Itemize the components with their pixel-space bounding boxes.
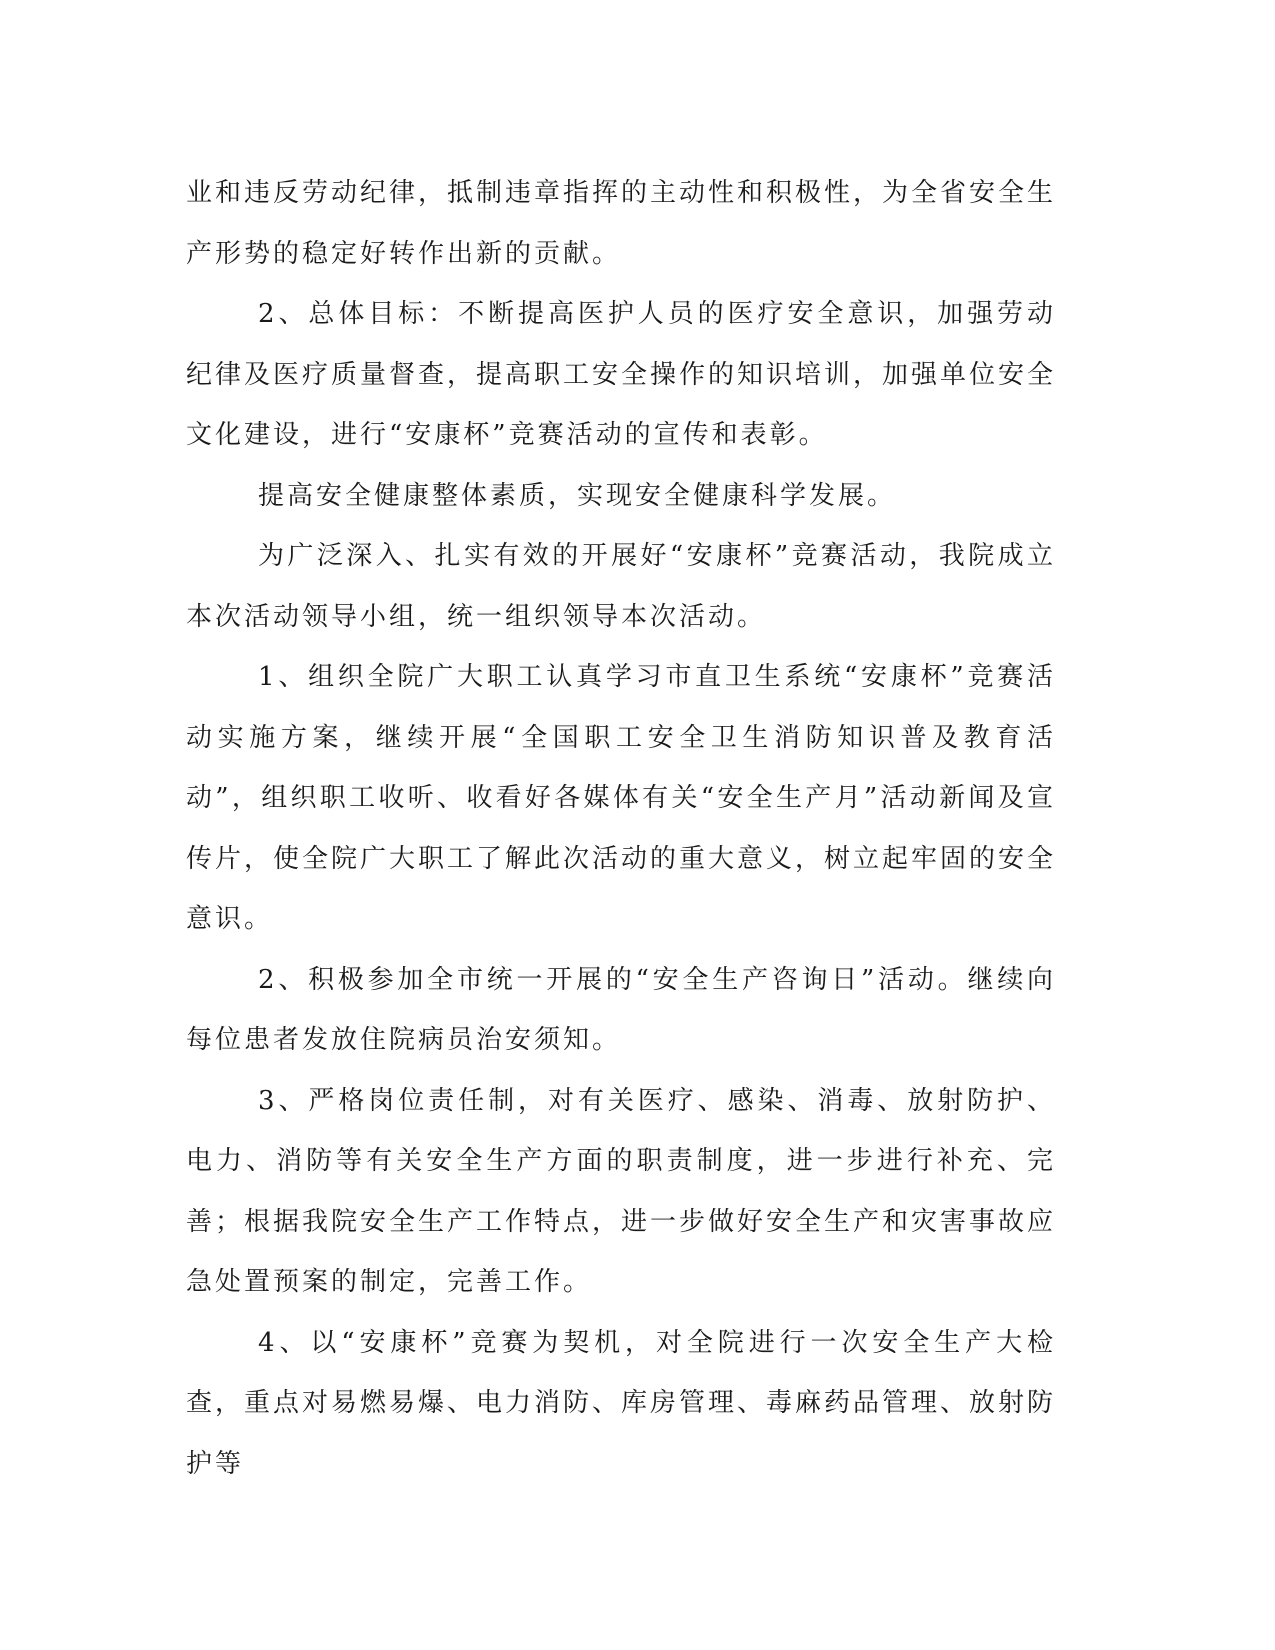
paragraph-item-3: 3、严格岗位责任制，对有关医疗、感染、消毒、放射防护、电力、消防等有关安全生产方面的职责制度，进一步进行补充、完善；根据我院安全生产工作特点，进一步做好安全生产和灾害事故应急处置预案的制定，完善工作。 xyxy=(186,1085,1057,1297)
paragraph-quality: 提高安全健康整体素质，实现安全健康科学发展。 xyxy=(258,480,897,511)
document-body xyxy=(186,163,1056,1494)
paragraph-continuation: 业和违反劳动纪律，抵制违章指挥的主动性和积极性，为全省安全生产形势的稳定好转作出新的贡献。 xyxy=(186,178,1057,269)
paragraph-item-1: 1、组织全院广大职工认真学习市直卫生系统“安康杯”竞赛活动实施方案，继续开展“全国职工安全卫生消防知识普及教育活动”，组织职工收听、收看好各媒体有关“安全生产月”活动新闻及宣传片，使全院广大职工了解此次活动的重大意义，树立起牢固的安全意识。 xyxy=(186,662,1057,934)
paragraph-overall-goal: 2、总体目标：不断提高医护人员的医疗安全意识，加强劳动纪律及医疗质量督查，提高职工安全操作的知识培训，加强单位安全文化建设，进行“安康杯”竞赛活动的宣传和表彰。 xyxy=(186,299,1057,450)
paragraph-item-4: 4、以“安康杯”竞赛为契机，对全院进行一次安全生产大检查，重点对易燃易爆、电力消防、库房管理、毒麻药品管理、放射防护等 xyxy=(186,1327,1057,1479)
paragraph-item-2: 2、积极参加全市统一开展的“安全生产咨询日”活动。继续向每位患者发放住院病员治安须知。 xyxy=(186,964,1056,1055)
paragraph-leadership-group: 为广泛深入、扎实有效的开展好“安康杯”竞赛活动，我院成立本次活动领导小组，统一组织领导本次活动。 xyxy=(186,541,1056,632)
